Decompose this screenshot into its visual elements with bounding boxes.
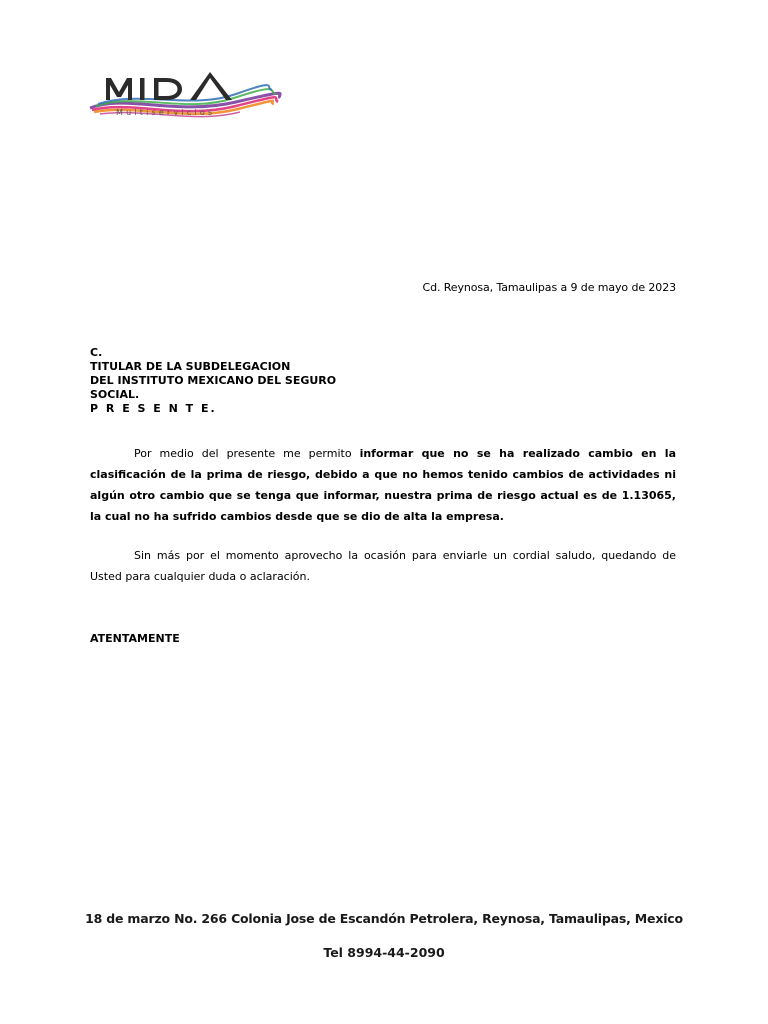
- closing: ATENTAMENTE: [90, 632, 180, 645]
- logo-tagline-text: Multiservicios: [116, 108, 216, 117]
- recipient-line: TITULAR DE LA SUBDELEGACION: [90, 360, 291, 373]
- recipient-line: SOCIAL.: [90, 388, 140, 401]
- recipient-line: C.: [90, 346, 103, 359]
- footer-phone: Tel 8994-44-2090: [323, 945, 445, 960]
- recipient-block: [90, 346, 336, 416]
- logo-tagline: [86, 64, 282, 124]
- body-paragraph-2: [90, 545, 676, 587]
- paragraph-1-bold: informar que no se ha realizado cambio en la clasificación de la prima de riesgo, debido a que no hemos tenido cambios de actividades ni algún otro cambio que se tenga que informar, nuestra prima de riesgo actual es de 1.13065, la cual no ha sufrido cambios desde que se dio de alta la empresa.: [90, 447, 676, 523]
- recipient-presente: P R E S E N T E.: [90, 402, 217, 415]
- recipient-line: DEL INSTITUTO MEXICANO DEL SEGURO: [90, 374, 337, 387]
- paragraph-2-text: Sin más por el momento aprovecho la ocasión para enviarle un cordial saludo, quedando de Usted para cualquier duda o aclaración.: [90, 549, 676, 583]
- mida-logo: [86, 64, 282, 124]
- footer-address: 18 de marzo No. 266 Colonia Jose de Escandón Petrolera, Reynosa, Tamaulipas, Mexico: [85, 911, 683, 926]
- body-paragraph-1: [90, 443, 676, 527]
- paragraph-1-intro: Por medio del presente me permito: [134, 447, 360, 460]
- date-line: Cd. Reynosa, Tamaulipas a 9 de mayo de 2023: [422, 281, 676, 294]
